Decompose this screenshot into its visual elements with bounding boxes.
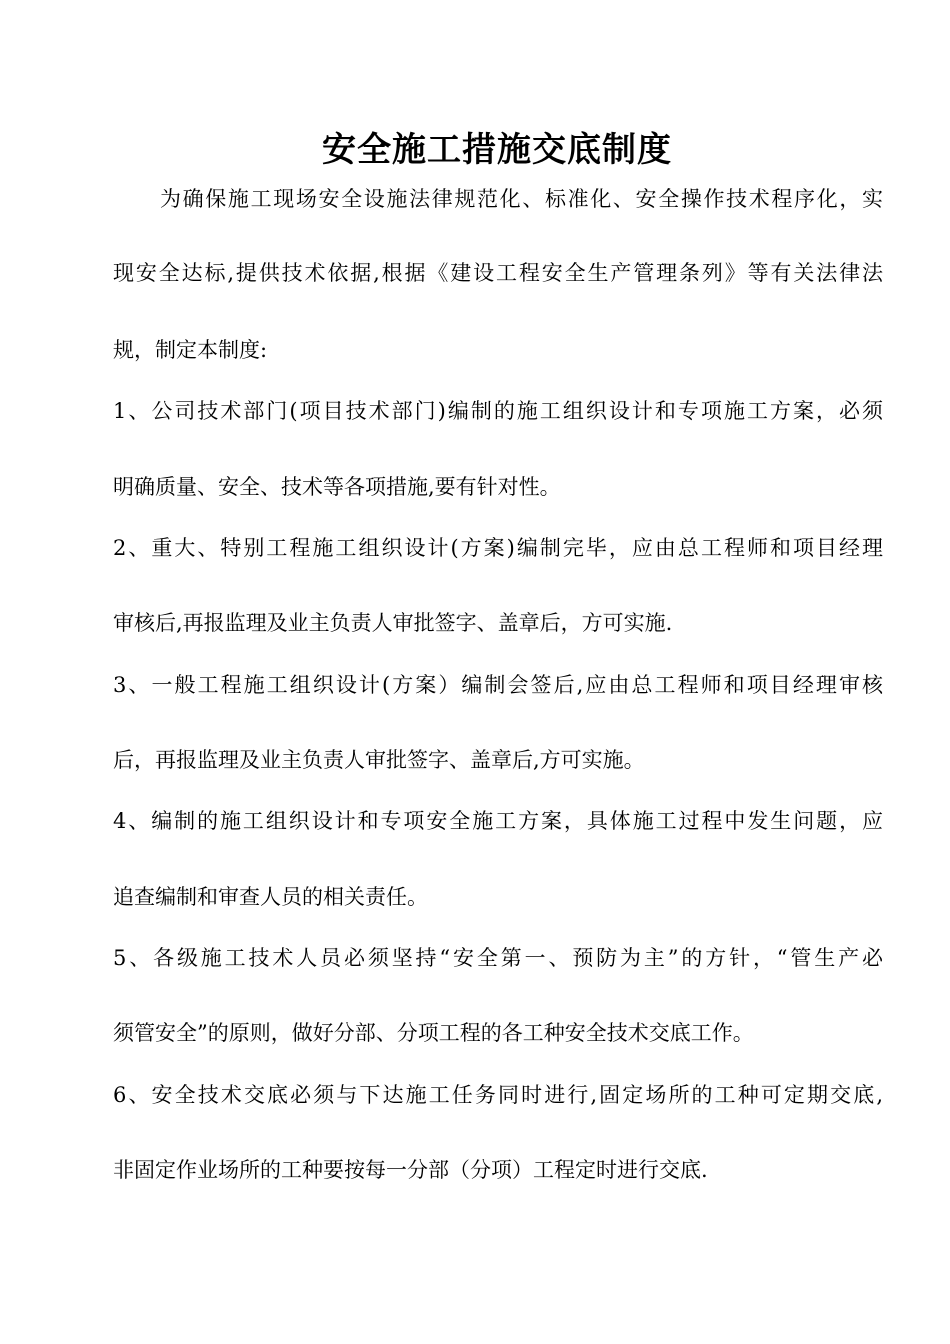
- clause-5-line-1: 5、各级施工技术人员必须坚持“安全第一、预防为主”的方针，“管生产必: [113, 946, 883, 970]
- intro-line-2: 现安全达标,提供技术依据,根据《建设工程安全生产管理条列》等有关法律法: [113, 261, 883, 285]
- clause-2-line-1: 2、重大、特别工程施工组织设计(方案)编制完毕，应由总工程师和项目经理: [113, 536, 883, 560]
- clause-2-line-2: 审核后,再报监理及业主负责人审批签字、盖章后，方可实施.: [113, 611, 673, 635]
- clause-4-line-2: 追查编制和审查人员的相关责任。: [113, 885, 428, 909]
- page-title: 安全施工措施交底制度: [322, 130, 672, 170]
- clause-5-line-2: 须管安全”的原则，做好分部、分项工程的各工种安全技术交底工作。: [113, 1021, 754, 1045]
- clause-1-line-2: 明确质量、安全、技术等各项措施,要有针对性。: [113, 475, 561, 499]
- clause-6-line-2: 非固定作业场所的工种要按每一分部（分项）工程定时进行交底.: [113, 1158, 708, 1182]
- clause-6-line-1: 6、安全技术交底必须与下达施工任务同时进行,固定场所的工种可定期交底,: [113, 1083, 883, 1107]
- intro-line-1: 为确保施工现场安全设施法律规范化、标准化、安全操作技术程序化，实: [160, 187, 883, 211]
- clause-3-line-2: 后，再报监理及业主负责人审批签字、盖章后,方可实施。: [113, 748, 645, 772]
- clause-3-line-1: 3、一般工程施工组织设计(方案）编制会签后,应由总工程师和项目经理审核: [113, 673, 883, 697]
- clause-4-line-1: 4、编制的施工组织设计和专项安全施工方案，具体施工过程中发生问题，应: [113, 809, 883, 833]
- intro-line-3: 规，制定本制度:: [113, 338, 268, 362]
- clause-1-line-1: 1、公司技术部门(项目技术部门)编制的施工组织设计和专项施工方案，必须: [113, 399, 883, 423]
